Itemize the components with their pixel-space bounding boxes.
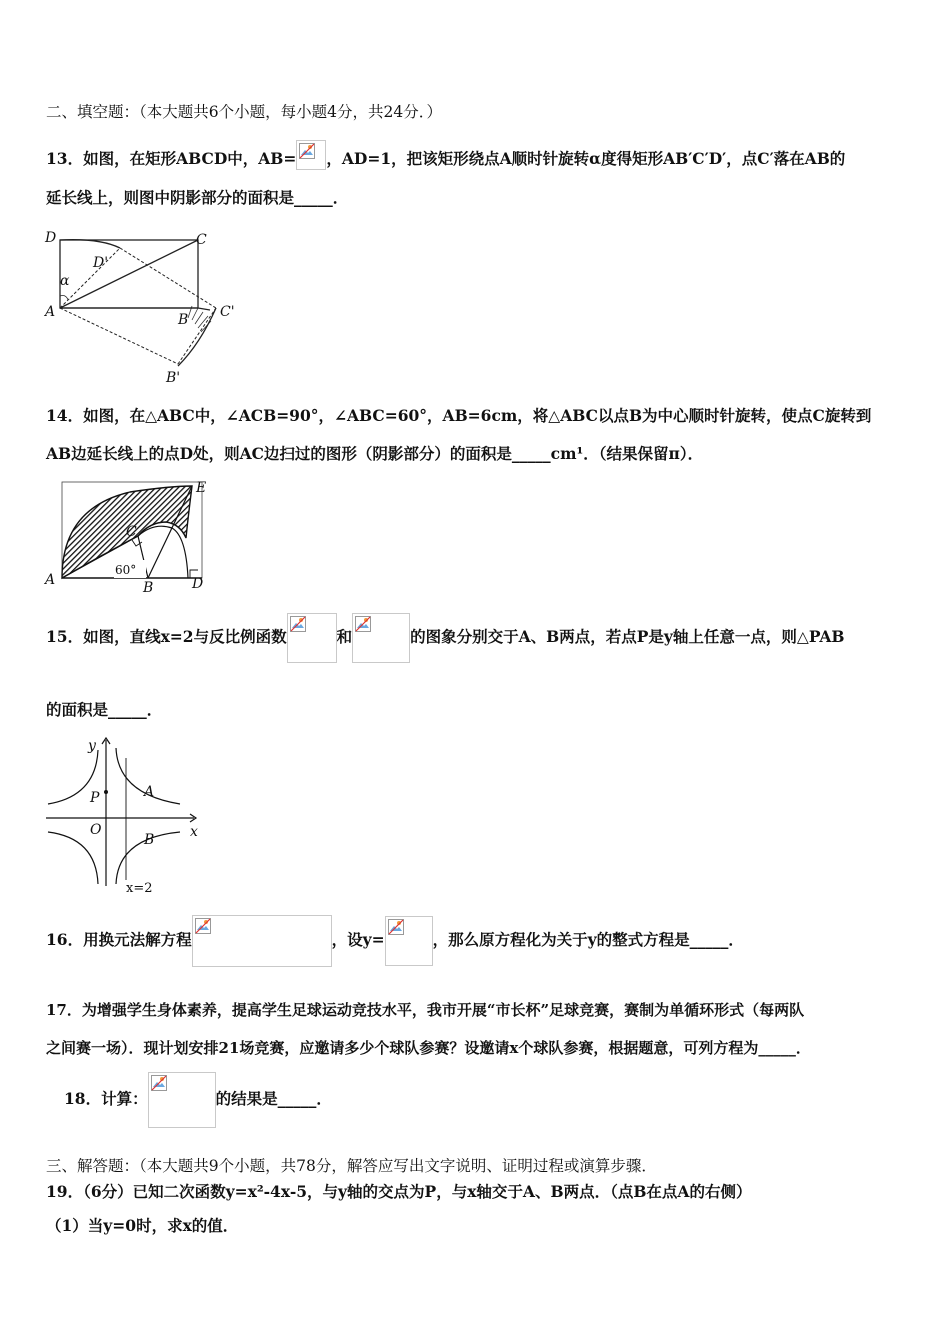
formula-image-placeholder	[296, 140, 326, 170]
formula-image-placeholder-1	[192, 915, 332, 967]
formula-image-placeholder-2	[385, 916, 433, 966]
q15-label-x-equals-2: x=2	[126, 881, 153, 896]
q18-text-a: 18．计算：	[64, 1089, 148, 1108]
q13-label-alpha: α	[60, 273, 70, 289]
q15-label-x: x	[190, 824, 198, 840]
q13-line1	[46, 140, 845, 170]
q14-angle-label: 60°	[115, 563, 137, 577]
section-3-header: 三、解答题：（本大题共9个小题，共78分，解答应写出文字说明、证明过程或演算步骤．	[46, 1157, 657, 1175]
q18-text-b: 的结果是_____．	[215, 1089, 332, 1108]
q13-label-c-prime: C'	[220, 304, 235, 320]
q15-point-p	[104, 790, 108, 794]
q13-diagonal-ac	[60, 240, 198, 308]
q13-label-d: D	[45, 230, 57, 246]
q14-label-d: D	[192, 576, 204, 592]
q13-label-a: A	[45, 304, 56, 320]
q18-line	[64, 1070, 332, 1128]
q17-line1: 17．为增强学生身体素养，提高学生足球运动竞技水平，我市开展“市长杯”足球竞赛，赛制为单循环形式（每两队	[46, 1001, 805, 1019]
q15-line1	[46, 608, 844, 666]
q16-text-a: 16．用换元法解方程	[46, 930, 192, 949]
formula-image-placeholder	[148, 1072, 216, 1128]
formula-image-placeholder-1	[287, 613, 337, 663]
q16-text-b: ，设y=	[331, 930, 385, 949]
q13-label-d-prime: D'	[93, 255, 109, 271]
q19-line1: 19．（6分）已知二次函数y=x²-4x-5，与y轴的交点为P，与x轴交于A、B两点．（点B在点A的右侧）	[46, 1182, 752, 1201]
q15-label-p: P	[90, 790, 100, 806]
q15-label-b: B	[144, 832, 155, 848]
q13-side-dc-prime	[120, 248, 216, 308]
q13-text-a: 13．如图，在矩形ABCD中，AB=	[46, 149, 297, 168]
q15-label-y: y	[88, 738, 96, 754]
q13-text-b: ，AD=1，把该矩形绕点A顺时针旋转α度得矩形AB′C′D′，点C′落在AB的	[326, 149, 846, 168]
broken-image-icon	[290, 616, 306, 632]
q13-label-c: C	[196, 232, 207, 248]
section-2-header: 二、填空题：（本大题共6个小题，每小题4分，共24分．）	[46, 103, 442, 121]
q13-arc-dd	[60, 240, 120, 248]
q15-label-o: O	[90, 822, 102, 838]
q15-text-b: 和	[336, 627, 353, 646]
q13-line2: 延长线上，则图中阴影部分的面积是_____．	[46, 188, 349, 207]
q16-text-c: ，那么原方程化为关于y的整式方程是_____．	[432, 930, 744, 949]
q15-curve-q3	[48, 832, 98, 884]
q17-line2: 之间赛一场）．现计划安排21场竞赛，应邀请多少个球队参赛？设邀请x个球队参赛，根据题意，可列方程为_____．	[46, 1039, 811, 1057]
q14-line2: AB边延长线上的点D处，则AC边扫过的图形（阴影部分）的面积是_____cm¹．（结果保留π）．	[46, 444, 704, 463]
q14-rotation-sweep-figure	[40, 478, 220, 596]
q19-part1: （1）当y=0时，求x的值．	[46, 1216, 239, 1235]
q15-line2: 的面积是_____．	[46, 700, 163, 719]
q13-rectangle-rotation-figure	[40, 226, 240, 391]
q14-label-b: B	[143, 580, 154, 596]
q14-label-c: C	[126, 524, 137, 540]
q13-label-b: B	[178, 312, 189, 328]
formula-image-placeholder-2	[352, 613, 410, 663]
broken-image-icon	[299, 143, 315, 159]
q13-angle-mark	[60, 296, 68, 301]
broken-image-icon	[151, 1075, 167, 1091]
q14-line1: 14．如图，在△ABC中，∠ACB=90°，∠ABC=60°，AB=6cm，将△ABC以点B为中心顺时针旋转，使点C旋转到	[46, 406, 872, 425]
q15-label-a: A	[144, 784, 155, 800]
broken-image-icon	[195, 918, 211, 934]
q13-side-ab-prime	[60, 308, 178, 364]
q16-line	[46, 912, 744, 968]
q15-text-a: 15．如图，直线x=2与反比例函数	[46, 627, 287, 646]
q14-label-e: E	[196, 480, 207, 496]
broken-image-icon	[388, 919, 404, 935]
broken-image-icon	[355, 616, 371, 632]
q14-label-a: A	[45, 572, 56, 588]
q15-inverse-proportion-graph	[40, 734, 205, 898]
q13-label-b-prime: B'	[166, 370, 181, 386]
q15-text-c: 的图象分别交于A、B两点，若点P是y轴上任意一点，则△PAB	[410, 627, 845, 646]
